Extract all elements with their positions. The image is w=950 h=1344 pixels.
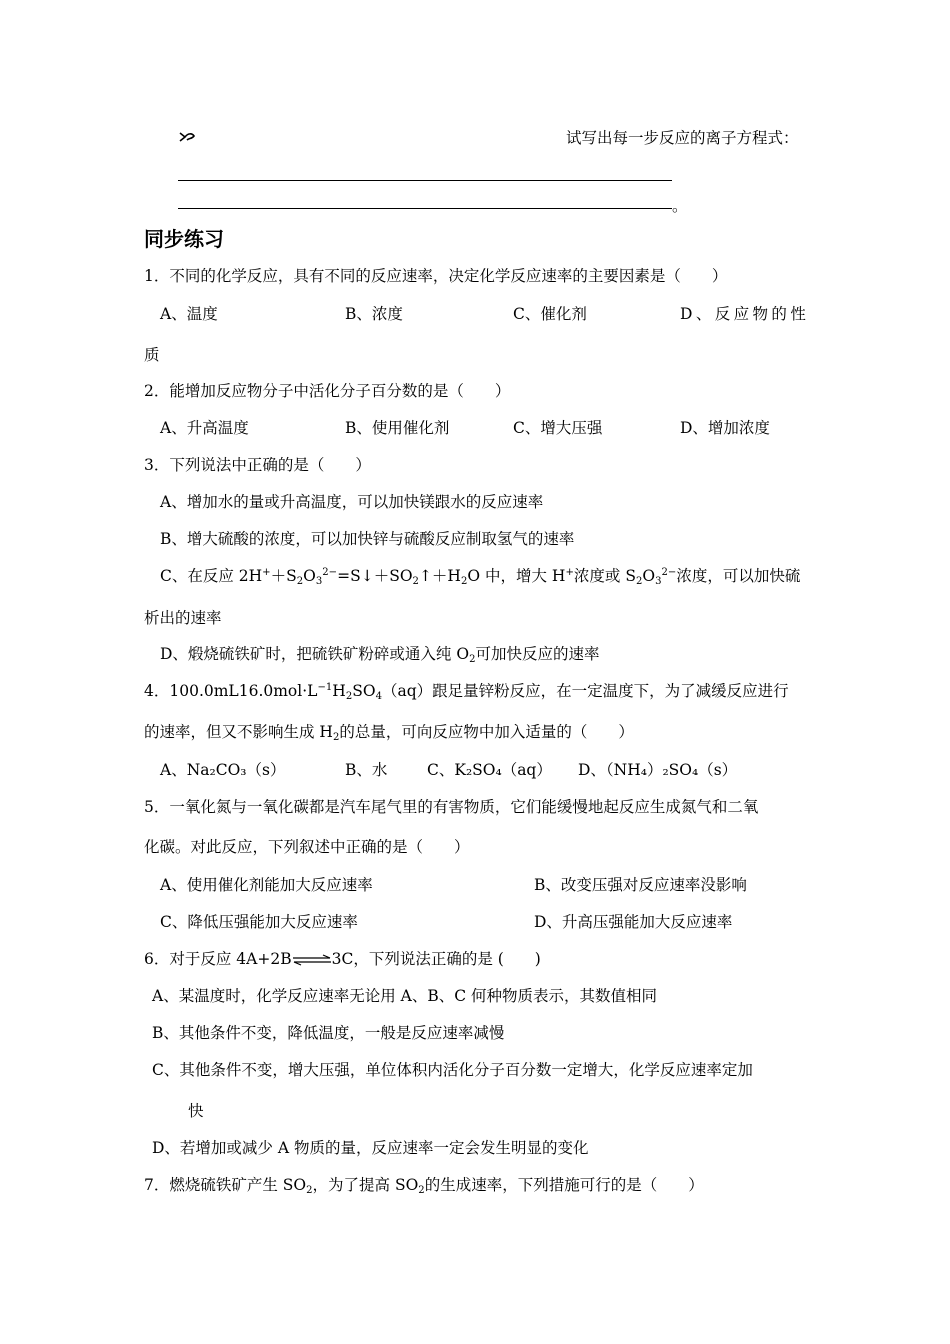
- reversible-arrow-icon: [292, 954, 332, 966]
- q1-option-d: D、反应物的性: [680, 305, 810, 323]
- q1-option-d-wrap: 质: [144, 346, 160, 364]
- q4-option-d: D、（NH₄）₂SO₄（s）: [578, 761, 738, 779]
- q3-option-a: A、增加水的量或升高温度，可以加快镁跟水的反应速率: [160, 493, 544, 511]
- q4-option-b: B、水: [345, 761, 388, 779]
- intro-end-mark: 。: [672, 197, 688, 215]
- intro-prompt: 试写出每一步反应的离子方程式：: [566, 129, 799, 147]
- q6-option-c-wrap: 快: [188, 1102, 204, 1120]
- q3-option-c: C、在反应 $2H^++S_2O_3^{2-}=S↓+SO_2↑+H_2O$ 中，增大 H+浓度或 $S_2O_3^{2-}$浓度，可以加快硫: [160, 566, 801, 588]
- q4-line-2: 的速率，但又不影响生成 $H_2$的总量，可向反应物中加入适量的（ ）: [144, 723, 634, 744]
- q1-option-c: C、催化剂: [513, 305, 587, 323]
- q2-option-d: D、增加浓度: [680, 419, 770, 437]
- answer-line-1: [178, 180, 672, 181]
- q6-option-d: D、若增加或减少 A 物质的量，反应速率一定会发生明显的变化: [152, 1139, 589, 1157]
- q5-line-1: 5．一氧化氮与一氧化碳都是汽车尾气里的有害物质，它们能缓慢地起反应生成氮气和二氧: [144, 798, 759, 816]
- q1-stem: 1．不同的化学反应，具有不同的反应速率，决定化学反应速率的主要因素是（ ）: [144, 267, 728, 285]
- q3-option-c-wrap: 析出的速率: [144, 609, 222, 627]
- q5-line-2: 化碳。对此反应，下列叙述中正确的是（ ）: [144, 838, 470, 856]
- q6-option-a: A、某温度时，化学反应速率无论用 A、B、C 何种物质表示，其数值相同: [152, 987, 657, 1005]
- q5-option-a: A、使用催化剂能加大反应速率: [160, 876, 373, 894]
- q1-option-a: A、温度: [160, 305, 218, 323]
- section-title: 同步练习: [144, 227, 224, 251]
- q3-option-b: B、增大硫酸的浓度，可以加快锌与硫酸反应制取氢气的速率: [160, 530, 575, 548]
- q6-option-c: C、其他条件不变，增大压强，单位体积内活化分子百分数一定增大，化学反应速率定加: [152, 1061, 753, 1079]
- answer-line-2: [178, 208, 672, 209]
- q6-option-b: B、其他条件不变，降低温度，一般是反应速率减慢: [152, 1024, 505, 1042]
- q7-stem: 7．燃烧硫铁矿产生 $SO_2$，为了提高 $SO_2$的生成速率，下列措施可行的是（ ）: [144, 1176, 704, 1197]
- q4-option-a: A、Na₂CO₃（s）: [160, 761, 286, 779]
- q3-stem: 3．下列说法中正确的是（ ）: [144, 456, 371, 474]
- q3-option-d: D、煅烧硫铁矿时，把硫铁矿粉碎或通入纯 $O_2$可加快反应的速率: [160, 645, 600, 666]
- q4-option-c: C、K₂SO₄（aq）: [427, 761, 552, 779]
- q1-option-b: B、浓度: [345, 305, 403, 323]
- q5-option-c: C、降低压强能加大反应速率: [160, 913, 358, 931]
- q2-option-b: B、使用催化剂: [345, 419, 450, 437]
- q5-option-b: B、改变压强对反应速率没影响: [534, 876, 747, 894]
- q2-option-a: A、升高温度: [160, 419, 249, 437]
- q2-option-c: C、增大压强: [513, 419, 603, 437]
- q5-option-d: D、升高压强能加大反应速率: [534, 913, 733, 931]
- q4-line-1: 4．$100.0mL16.0mol\cdot L^{-1}H_2SO_4(aq)$跟足量锌粉反应，在一定温度下，为了减缓反应进行: [144, 681, 789, 703]
- q6-stem: 6．对于反应 4A+2B 3C，下列说法正确的是 ( ): [144, 950, 541, 968]
- q2-stem: 2．能增加反应物分子中活化分子百分数的是（ ）: [144, 382, 511, 400]
- bullet-icon: [178, 130, 196, 144]
